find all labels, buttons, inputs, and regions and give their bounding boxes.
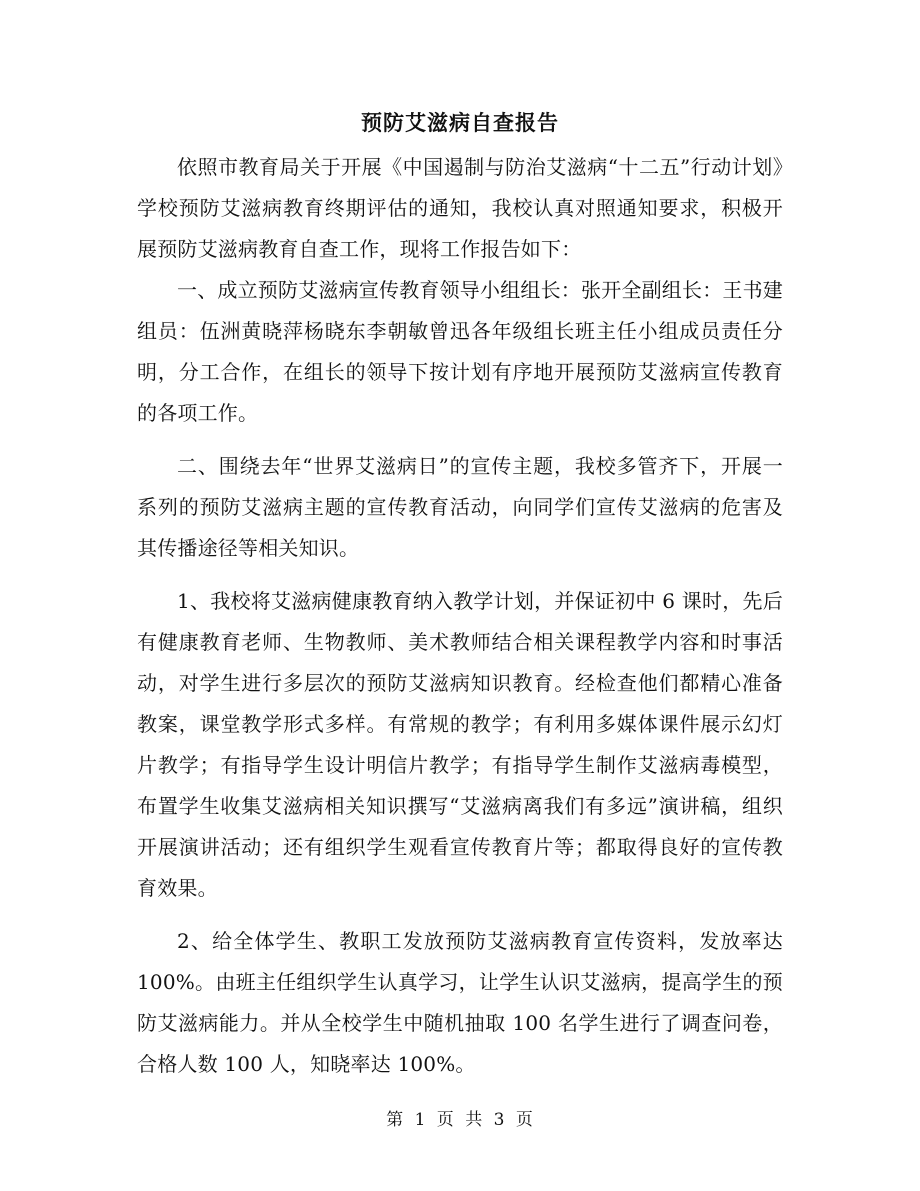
paragraph-section-2: 二、围绕去年“世界艾滋病日”的宣传主题，我校多管齐下，开展一系列的预防艾滋病主题的宣传教育活动，向同学们宣传艾滋病的危害及其传播途径等相关知识。 [137,454,783,560]
document-body [137,147,783,1085]
paragraph-section-1: 一、成立预防艾滋病宣传教育领导小组组长：张开全副组长：王书建组员：伍洲黄晓萍杨晓东李朝敏曾迅各年级组长班主任小组成员责任分明，分工合作，在组长的领导下按计划有序地开展预防艾滋病宣传教育的各项工作。 [137,278,783,425]
paragraph-item-2: 2、给全体学生、教职工发放预防艾滋病教育宣传资料，发放率达 100%。由班主任组织学生认真学习，让学生认识艾滋病，提高学生的预防艾滋病能力。并从全校学生中随机抽取 100 名学生进行了调查问卷，合格人数 100 人，知晓率达 100%。 [137,929,783,1076]
paragraph-intro: 依照市教育局关于开展《中国遏制与防治艾滋病“十二五”行动计划》学校预防艾滋病教育终期评估的通知，我校认真对照通知要求，积极开展预防艾滋病教育自查工作，现将工作报告如下： [137,155,783,261]
paragraph-item-1: 1、我校将艾滋病健康教育纳入教学计划，并保证初中 6 课时，先后有健康教育老师、生物教师、美术教师结合相关课程教学内容和时事活动，对学生进行多层次的预防艾滋病知识教育。经检查他们都精心准备教案，课堂教学形式多样。有常规的教学；有利用多媒体课件展示幻灯片教学；有指导学生设计明信片教学；有指导学生制作艾滋病毒模型，布置学生收集艾滋病相关知识撰写“艾滋病离我们有多远”演讲稿，组织开展演讲活动；还有组织学生观看宣传教育片等；都取得良好的宣传教育效果。 [137,589,783,900]
document-title: 预防艾滋病自查报告 [361,110,559,135]
page-number-footer: 第 1 页 共 3 页 [386,1110,534,1130]
